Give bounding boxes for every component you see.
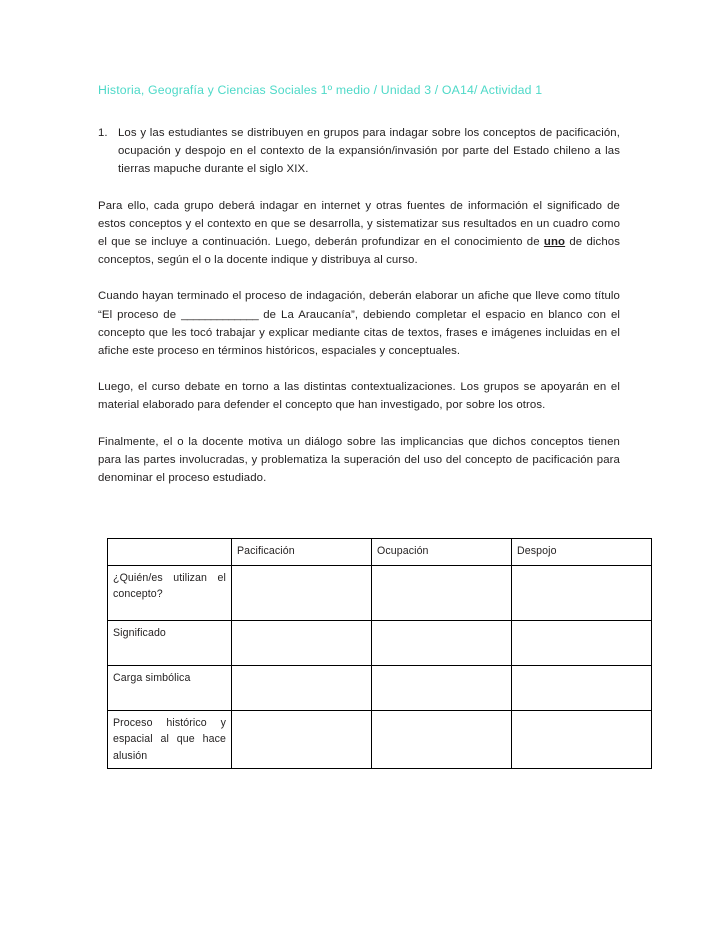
- list-item-text: Los y las estudiantes se distribuyen en grupos para indagar sobre los conceptos de pacificación, ocupación y despojo en el contexto de la expansión/invasión por parte del Estado chileno a las tierras mapuche durante el siglo XIX.: [118, 127, 620, 176]
- paragraph-instructions-part2: de dichos conceptos, según el o la docente indique y distribuya al curso.: [98, 236, 620, 267]
- table-cell-quienes-despojo[interactable]: [512, 566, 652, 621]
- table-cell-quienes-pacificacion[interactable]: [232, 566, 372, 621]
- table-header-cell-pacificacion: Pacificación: [232, 539, 372, 566]
- table-cell-carga-despojo[interactable]: [512, 666, 652, 711]
- table-header-cell-ocupacion: Ocupación: [372, 539, 512, 566]
- concepts-table: [107, 538, 652, 769]
- paragraph-instructions-part1: Para ello, cada grupo deberá indagar en internet y otras fuentes de información el significado de estos conceptos y el contexto en que se desarrolla, y sistematizar sus resultados en un cuadro como el que se incluye a continuación. Luego, deberán profundizar en el conocimiento de: [98, 199, 620, 249]
- table-cell-quienes-ocupacion[interactable]: [372, 566, 512, 621]
- list-item-marker: 1.: [98, 127, 108, 139]
- paragraph-closing: Finalmente, el o la docente motiva un diálogo sobre las implicancias que dichos conceptos tienen para las partes involucradas, y problematiza la superación del uso del concepto de pacificación para denominar el proceso estudiado.: [98, 435, 620, 485]
- page-title: Historia, Geografía y Ciencias Sociales 1º medio / Unidad 3 / OA14/ Actividad 1: [98, 83, 543, 97]
- paragraph-debate: Luego, el curso debate en torno a las distintas contextualizaciones. Los grupos se apoyarán en el material elaborado para defender el concepto que han investigado, por sobre los otros.: [98, 381, 620, 412]
- paragraph-instructions: [98, 197, 620, 270]
- table-row-label-significado: Significado: [108, 621, 232, 666]
- document-content: [98, 82, 620, 487]
- fill-in-blank: _____________: [181, 308, 259, 321]
- table-row: [108, 566, 652, 621]
- table-cell-carga-pacificacion[interactable]: [232, 666, 372, 711]
- table-header-cell-despojo: Despojo: [512, 539, 652, 566]
- table-header-cell-empty: [108, 539, 232, 566]
- concepts-table-wrapper: [107, 538, 608, 769]
- table-cell-carga-ocupacion[interactable]: [372, 666, 512, 711]
- table-cell-proceso-pacificacion[interactable]: [232, 711, 372, 769]
- list-item: [98, 124, 620, 179]
- table-body: [108, 566, 652, 769]
- table-cell-proceso-ocupacion[interactable]: [372, 711, 512, 769]
- paragraph-poster-part2: de La Araucanía”, debiendo completar el espacio en blanco con el concepto que les tocó trabajar y explicar mediante citas de textos, frases e imágenes incluidas en el afiche este proceso en términos históricos, espaciales y conceptuales.: [98, 308, 621, 358]
- table-cell-significado-ocupacion[interactable]: [372, 621, 512, 666]
- paragraph-poster-part1: Cuando hayan terminado el proceso de indagación, deberán elaborar un afiche que lleve como título “El proceso de: [98, 290, 620, 321]
- table-row: [108, 666, 652, 711]
- table-cell-proceso-despojo[interactable]: [512, 711, 652, 769]
- table-cell-significado-despojo[interactable]: [512, 621, 652, 666]
- table-header-row: [108, 539, 652, 566]
- table-cell-significado-pacificacion[interactable]: [232, 621, 372, 666]
- table-row-label-proceso: Proceso histórico y espacial al que hace alusión: [108, 711, 232, 769]
- table-row-label-carga-simbolica: Carga simbólica: [108, 666, 232, 711]
- table-row-label-quienes: ¿Quién/es utilizan el concepto?: [108, 566, 232, 621]
- table-header-group: [108, 539, 652, 566]
- paragraph-poster: [98, 287, 620, 360]
- emphasis-uno: uno: [543, 236, 566, 249]
- table-row: [108, 711, 652, 769]
- table-row: [108, 621, 652, 666]
